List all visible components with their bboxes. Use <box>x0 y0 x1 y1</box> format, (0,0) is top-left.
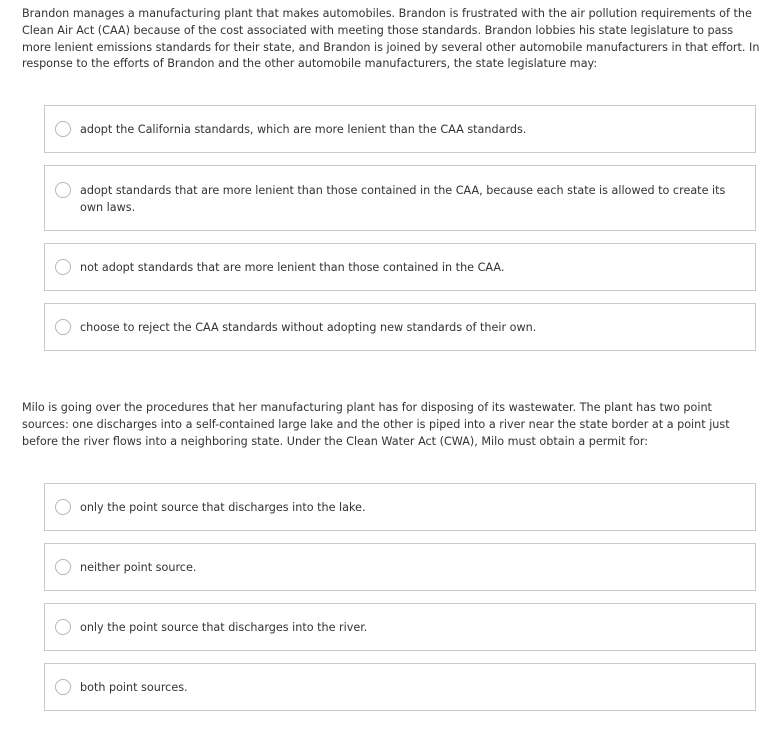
answer-option-label: both point sources. <box>80 680 188 694</box>
answer-options <box>22 105 762 351</box>
radio-button[interactable] <box>55 679 71 695</box>
radio-button[interactable] <box>55 319 71 335</box>
radio-button[interactable] <box>55 182 71 198</box>
radio-button[interactable] <box>55 499 71 515</box>
answer-option[interactable] <box>44 243 756 291</box>
answer-option-label: only the point source that discharges into the river. <box>80 620 368 634</box>
answer-option-label: adopt the California standards, which are more lenient than the CAA standards. <box>80 122 527 136</box>
answer-options <box>22 483 762 711</box>
answer-option-label: adopt standards that are more lenient than those contained in the CAA, because each state is allowed to create its own laws. <box>80 184 726 215</box>
radio-button[interactable] <box>55 259 71 275</box>
answer-option[interactable] <box>44 483 756 531</box>
question-2 <box>22 400 762 711</box>
answer-option[interactable] <box>44 663 756 711</box>
answer-option-label: not adopt standards that are more lenient than those contained in the CAA. <box>80 260 505 274</box>
radio-button[interactable] <box>55 121 71 137</box>
radio-button[interactable] <box>55 559 71 575</box>
question-text: Brandon manages a manufacturing plant that makes automobiles. Brandon is frustrated with the air pollution requirements of the Clean Air Act (CAA) because of the cost associated with meeting those standards. Brandon lobbies his state legislature to pass more lenient emissions standards for their state, and Brandon is joined by several other automobile manufacturers in that effort. In response to the efforts of Brandon and the other automobile manufacturers, the state legislature may: <box>22 7 760 71</box>
radio-button[interactable] <box>55 619 71 635</box>
answer-option[interactable] <box>44 105 756 153</box>
question-text: Milo is going over the procedures that her manufacturing plant has for disposing of its wastewater. The plant has two point sources: one discharges into a self-contained large lake and the other is piped into a river near the state border at a point just before the river flows into a neighboring state. Under the Clean Water Act (CWA), Milo must obtain a permit for: <box>22 401 730 448</box>
answer-option[interactable] <box>44 303 756 351</box>
answer-option-label: only the point source that discharges into the lake. <box>80 500 366 514</box>
answer-option-label: neither point source. <box>80 560 197 574</box>
answer-option[interactable] <box>44 165 756 231</box>
answer-option[interactable] <box>44 543 756 591</box>
answer-option[interactable] <box>44 603 756 651</box>
answer-option-label: choose to reject the CAA standards without adopting new standards of their own. <box>80 320 537 334</box>
question-1 <box>22 6 762 351</box>
